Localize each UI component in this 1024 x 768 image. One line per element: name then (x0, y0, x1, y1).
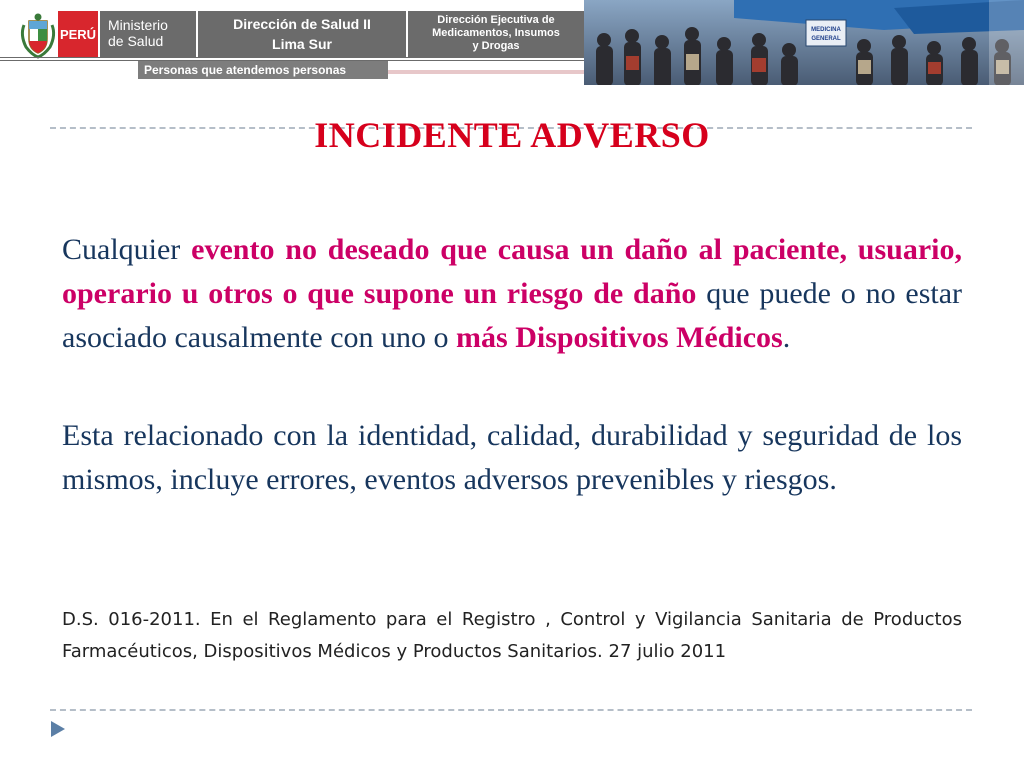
executive-line-1: Dirección Ejecutiva de (437, 14, 555, 26)
definition-text-2: que puede o no estar asociado causalmente con uno o (62, 277, 963, 354)
definition-paragraph (62, 228, 962, 360)
svg-text:MEDICINA: MEDICINA (811, 27, 841, 33)
slide-title: INCIDENTE ADVERSO (314, 115, 710, 155)
legal-reference: D.S. 016-2011. En el Reglamento para el Registro , Control y Vigilancia Sanitaria de Productos Farmacéuticos, Dispositivos Médicos y Productos Sanitarios. 27 julio 2011 (62, 609, 962, 662)
peru-logo (58, 11, 98, 57)
direction-label (198, 11, 406, 57)
ministry-line-1: Ministerio (108, 17, 168, 33)
ministry-line-2: de Salud (108, 33, 164, 49)
definition-highlight-1: evento no deseado que causa un daño al paciente, usuario, operario u otros o que supone un riesgo de daño (62, 233, 962, 310)
definition-text-1: Cualquier (62, 233, 192, 266)
peru-coat-of-arms-icon (18, 11, 58, 59)
slogan-accent-bar (388, 70, 584, 74)
executive-line-3: y Drogas (472, 40, 520, 52)
header-banner (0, 0, 1024, 85)
crowd-photo (584, 0, 1024, 85)
direction-line-1: Dirección de Salud II (233, 16, 371, 32)
definition-text-3: . (782, 321, 791, 354)
slogan-bar (138, 61, 388, 79)
scope-paragraph: Esta relacionado con la identidad, calidad, durabilidad y seguridad de los mismos, incluye errores, eventos adversos prevenibles y riesgos. (62, 419, 962, 496)
slogan-text: Personas que atendemos personas (144, 63, 347, 77)
peru-label: PERÚ (59, 26, 97, 42)
bottom-dashed-divider (50, 709, 972, 711)
svg-text:GENERAL: GENERAL (811, 36, 841, 42)
direction-line-2: Lima Sur (272, 36, 332, 52)
definition-highlight-2: más Dispositivos Médicos (456, 321, 783, 354)
executive-line-2: Medicamentos, Insumos (432, 27, 560, 39)
ministry-logo (100, 11, 196, 57)
executive-direction-label (408, 11, 584, 57)
triangle-right-icon[interactable] (50, 720, 66, 738)
